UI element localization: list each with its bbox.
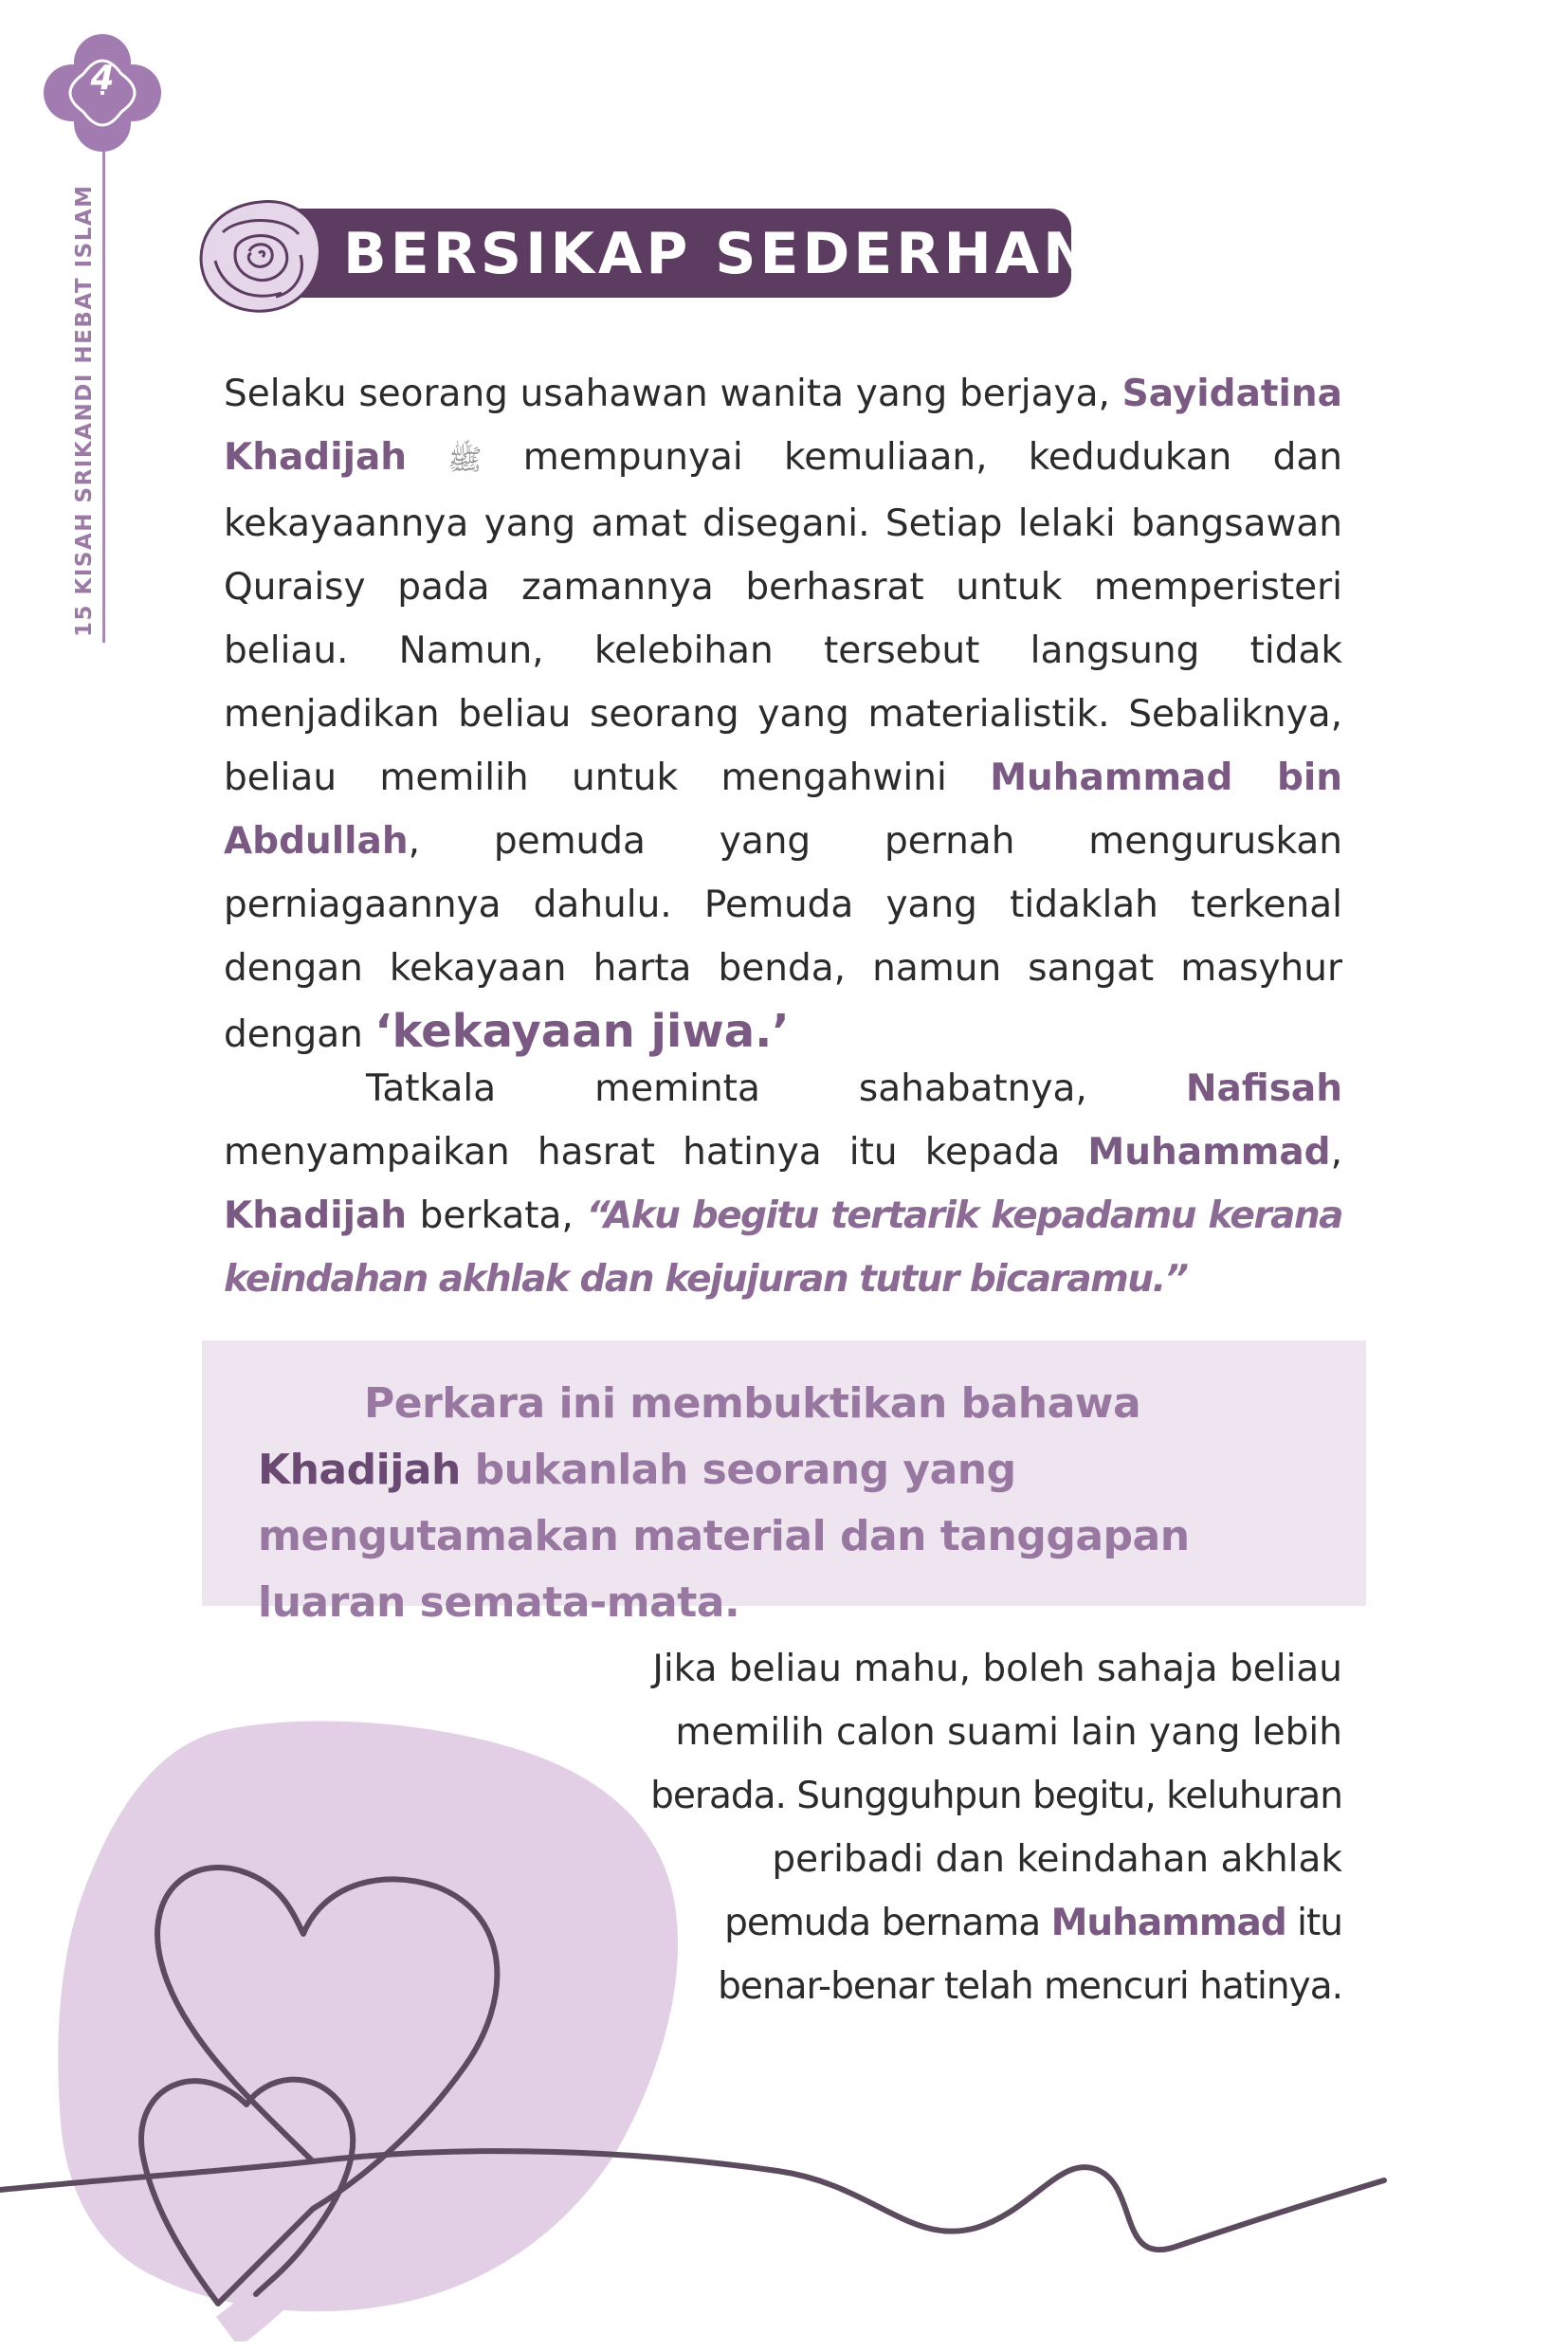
- text: Tatkala meminta sahabatnya,: [366, 1067, 1186, 1110]
- text: Selaku seorang usahawan wanita yang berjaya,: [224, 373, 1122, 415]
- name-khadijah: Khadijah: [258, 1446, 461, 1494]
- text: ,: [1330, 1131, 1342, 1174]
- khadijah-quote: “Aku begitu tertarik kepadamu kerana keindahan akhlak dan kejujuran tutur bicaramu.”: [224, 1194, 1342, 1301]
- text: berkata,: [407, 1194, 587, 1237]
- text: bukanlah seorang yang mengutamakan material dan tanggapan luaran semata-mata.: [258, 1446, 1190, 1627]
- closing-line: [300, 1891, 1342, 1955]
- name-muhammad: Muhammad: [1050, 1902, 1286, 1944]
- name-muhammad: Muhammad: [1087, 1131, 1331, 1174]
- running-title-rule: [102, 152, 105, 643]
- name-khadijah: Khadijah: [224, 1194, 408, 1237]
- running-title: 15 KISAH SRIKANDI HEBAT ISLAM: [72, 184, 97, 637]
- closing-line: peribadi dan keindahan akhlak: [772, 1838, 1342, 1881]
- paragraph-proposal: [224, 1057, 1342, 1311]
- closing-line: Jika beliau mahu, boleh sahaja beliau: [652, 1648, 1342, 1690]
- callout-text: [258, 1371, 1310, 1636]
- rose-icon: [194, 194, 327, 318]
- highlight-kekayaan-jiwa: ‘kekayaan jiwa.’: [374, 1005, 790, 1058]
- closing-line: benar-benar telah mencuri hatinya.: [718, 1965, 1342, 2008]
- name-muhammad-bin-abdullah: Muhammad bin Abdullah: [224, 756, 1343, 863]
- text: menyampaikan hasrat hatinya itu kepada: [224, 1131, 1088, 1174]
- closing-line: berada. Sungguhpun begitu, keluhuran: [650, 1775, 1342, 1817]
- paragraph-intro: [224, 362, 1342, 1066]
- closing-line: memilih calon suami lain yang lebih: [675, 1711, 1342, 1754]
- page-number: 4: [90, 59, 115, 98]
- text: mempunyai kemuliaan, kedudukan dan kekayaannya yang amat disegani. Setiap lelaki bangsawan Quraisy pada zamannya berhasrat untuk memperisteri beliau. Namun, kelebihan tersebut langsung tidak menjadikan beliau seorang yang materialistik. Sebaliknya, beliau memilih untuk mengahwini: [224, 436, 1342, 799]
- section-heading: BERSIKAP SEDERHANA: [343, 221, 1142, 287]
- name-khadijah: Sayidatina Khadijah: [224, 373, 1342, 479]
- honorific-glyph: ﷺ: [447, 444, 483, 477]
- name-nafisah: Nafisah: [1185, 1067, 1342, 1110]
- text: pemuda bernama: [724, 1902, 1051, 1944]
- text: , pemuda yang pernah menguruskan perniagaannya dahulu. Pemuda yang tidaklah terkenal dengan kekayaan harta benda, namun sangat masyhur dengan: [224, 820, 1342, 1056]
- text: itu: [1285, 1902, 1342, 1944]
- text: Perkara ini membuktikan bahawa: [364, 1379, 1141, 1428]
